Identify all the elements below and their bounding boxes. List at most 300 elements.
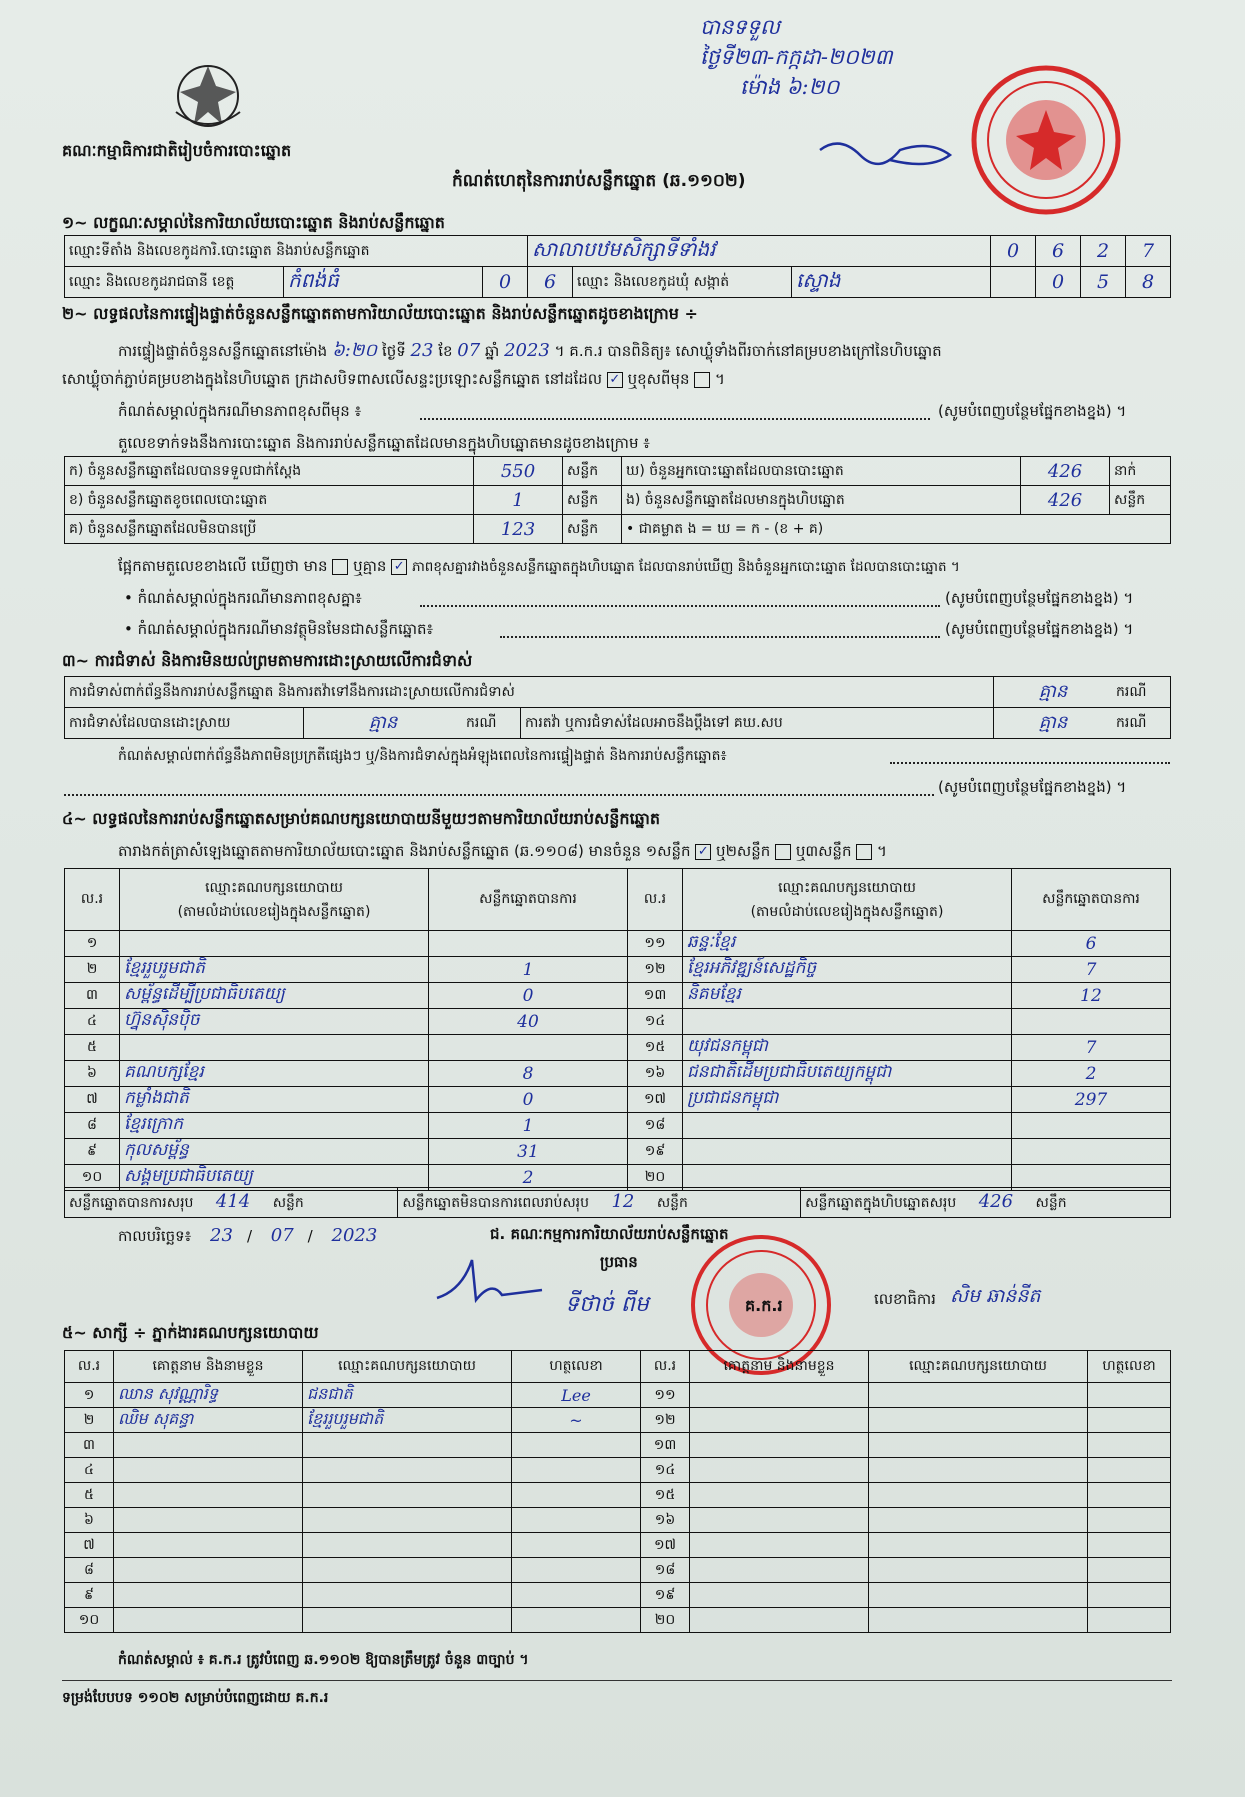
commune-code-digit: 8 (1126, 267, 1171, 298)
witness-table (64, 1350, 1171, 1633)
province-code-digit: 0 (483, 267, 528, 298)
witness-no: ១៣ (641, 1433, 690, 1458)
witness-name (114, 1558, 303, 1583)
witness-party (869, 1483, 1088, 1508)
province-label: ឈ្មោះ និងលេខកូដរាជធានី ខេត្ត (65, 267, 284, 298)
table-row (65, 1087, 1171, 1113)
seal-check-line: សោឃ្លុំចាក់ភ្ជាប់គម្របខាងក្នុងនៃហិបឆ្នោត ក្រដាសបិទពាសលើសន្ទះប្រឡោះសន្លឹកឆ្នោត នៅដដែល ✓ ឬខុសពីមុន ។ (62, 370, 725, 388)
results-table (64, 868, 1171, 1191)
party-name: គណបក្សខ្មែរ (120, 1061, 429, 1087)
seal-diff-label: ឬខុសពីមុន (627, 370, 690, 388)
party-name: យុវជនកម្ពុជា (683, 1035, 1012, 1061)
irregularity-note: កំណត់សម្គាល់ពាក់ព័ន្ធនឹងភាពមិនប្រក្រតីផ្សេងៗ ឬ/និងការជំទាស់ក្នុងអំឡុងពេលនៃការផ្ទៀងផ្ទាត់ និងការរាប់សន្លឹកឆ្នោត៖ (118, 748, 727, 764)
col-party-title: ឈ្មោះគណបក្សនយោបាយ (205, 879, 343, 896)
witness-party (869, 1533, 1088, 1558)
witness-name (114, 1608, 303, 1633)
item-b-value: 1 (474, 486, 563, 515)
witness-no: ១៧ (641, 1533, 690, 1558)
party-no: ១៧ (628, 1087, 683, 1113)
witness-name (114, 1508, 303, 1533)
witness-no: ២ (65, 1408, 114, 1433)
witness-no: ៣ (65, 1433, 114, 1458)
witness-name: ឈិម សុគន្ធា (114, 1408, 303, 1433)
party-votes: 31 (429, 1139, 628, 1165)
tally-line: តារាងកត់ត្រាសំឡេងឆ្នោតតាមការិយាល័យបោះឆ្នោត និងរាប់សន្លឹកឆ្នោត (ឆ.១១០៨) មានចំនួន ១សន្លឹក ✓ ឬ២សន្លឹក ឬ៣សន្លឹក ។ (118, 842, 887, 860)
party-no: ១១ (628, 931, 683, 957)
party-no: ៦ (65, 1061, 120, 1087)
table-row (65, 957, 1171, 983)
bullet-diff: • កំណត់សម្គាល់ក្នុងករណីមានភាពខុសគ្នា៖ (124, 589, 362, 607)
item-b-label: ខ) ចំនួនសន្លឹកឆ្នោតខូចពេលបោះឆ្នោត (65, 486, 474, 515)
total-invalid-unit: សន្លឹក (656, 1195, 688, 1211)
table-row (65, 983, 1171, 1009)
objection-value: គ្មាន (994, 677, 1113, 708)
total-box-label: សន្លឹកឆ្នោតក្នុងហិបឆ្នោតសរុប (805, 1195, 957, 1211)
party-name: ខ្មែរអភិវឌ្ឍន៍សេដ្ឋកិច្ច (683, 957, 1012, 983)
party-votes: 6 (1012, 931, 1171, 957)
col-party (120, 869, 429, 931)
resolved-unit: ករណី (462, 708, 521, 739)
footer-text: ទម្រង់បែបបទ ១១០២ សម្រាប់បំពេញដោយ គ.ក.រ (62, 1690, 329, 1706)
witness-party (869, 1608, 1088, 1633)
resolved-label: ការជំទាស់ដែលបានដោះស្រាយ (65, 708, 304, 739)
party-name (683, 1009, 1012, 1035)
irregularity-hint: (សូមបំពេញបន្ថែមផ្នែកខាងខ្នង) ។ (938, 778, 1127, 796)
tally-three-label: ឬ៣សន្លឹក (795, 842, 852, 860)
received-time: ម៉ោង ៦:២០ (740, 75, 840, 99)
witness-party (303, 1533, 512, 1558)
witness-no: ៤ (65, 1458, 114, 1483)
table-row (65, 1383, 1171, 1408)
appeal-unit: ករណី (1112, 708, 1171, 739)
province-value: កំពង់ធំ (284, 267, 483, 298)
witness-no: ១៥ (641, 1483, 690, 1508)
witness-party (869, 1433, 1088, 1458)
witness-name (690, 1558, 869, 1583)
witness-col-sign: ហត្ថលេខា (512, 1351, 641, 1383)
received-signature-icon (810, 130, 960, 190)
item-d-label: ឃ) ចំនួនអ្នកបោះឆ្នោតដែលបានបោះឆ្នោត (622, 457, 1021, 486)
bullet-object-line (500, 636, 940, 638)
party-no: ១៣ (628, 983, 683, 1009)
table-row (65, 1061, 1171, 1087)
witness-name (690, 1383, 869, 1408)
received-label: បានទទួល (700, 15, 780, 39)
witness-col-no: ល.រ (641, 1351, 690, 1383)
witness-signature (1088, 1408, 1171, 1433)
witness-party (303, 1608, 512, 1633)
party-name (120, 931, 429, 957)
party-name: ជនជាតិដើមប្រជាធិបតេយ្យកម្ពុជា (683, 1061, 1012, 1087)
col-votes: សន្លឹកឆ្នោតបានការ (429, 869, 628, 931)
witness-signature (1088, 1558, 1171, 1583)
item-c-unit: សន្លឹក (563, 515, 622, 544)
party-votes: 12 (1012, 983, 1171, 1009)
table-row (65, 931, 1171, 957)
witness-col-party: ឈ្មោះគណបក្សនយោបាយ (869, 1351, 1088, 1383)
witness-party (303, 1483, 512, 1508)
col-party-sub: (តាមលំដាប់លេខរៀងក្នុងសន្លឹកឆ្នោត) (177, 903, 371, 920)
witness-no: ៨ (65, 1558, 114, 1583)
col-party-title: ឈ្មោះគណបក្សនយោបាយ (778, 879, 916, 896)
figures-intro: តួលេខទាក់ទងនឹងការបោះឆ្នោត និងការរាប់សន្លឹកឆ្នោតដែលមានក្នុងហិបឆ្នោតមានដូចខាងក្រោម ៖ (118, 434, 650, 452)
party-name: ខ្មែរក្រោក (120, 1113, 429, 1139)
diff-note-line (420, 418, 930, 420)
witness-signature (1088, 1508, 1171, 1533)
witness-body (65, 1383, 1171, 1633)
secretary-label: លេខាធិការ (874, 1290, 936, 1308)
verification-time: ៦:២០ (331, 340, 378, 361)
section2-title: ២~ លទ្ធផលនៃការផ្ទៀងផ្ទាត់ចំនួនសន្លឹកឆ្នោតតាមការិយាល័យបោះឆ្នោត និងរាប់សន្លឹកឆ្នោតដូចខាងក្រោម ÷ (62, 304, 698, 323)
party-votes: 297 (1012, 1087, 1171, 1113)
section1-title: ១~ លក្ខណៈសម្គាល់នៃការិយាល័យបោះឆ្នោត និងរាប់សន្លឹកឆ្នោត (62, 213, 445, 232)
party-no: ១៩ (628, 1139, 683, 1165)
item-b-unit: សន្លឹក (563, 486, 622, 515)
witness-no: ៦ (65, 1508, 114, 1533)
month-label: ខែ (438, 342, 453, 360)
witness-signature (512, 1583, 641, 1608)
party-votes: 7 (1012, 957, 1171, 983)
witness-no: ៩ (65, 1583, 114, 1608)
verification-month: 07 (457, 340, 481, 361)
party-name: កុលសម្ព័ន្ធ (120, 1139, 429, 1165)
witness-signature (512, 1483, 641, 1508)
witness-no: ១៦ (641, 1508, 690, 1533)
location-value: សាលាបឋមសិក្សាទីទាំងវ (528, 236, 991, 267)
party-no: ១៥ (628, 1035, 683, 1061)
party-votes (1012, 1113, 1171, 1139)
irregularity-line-2 (64, 794, 934, 796)
party-name: សម្ព័ន្ធដើម្បីប្រជាធិបតេយ្យ (120, 983, 429, 1009)
party-name (683, 1113, 1012, 1139)
total-invalid-value: 12 (611, 1191, 635, 1212)
day-label: ថ្ងៃទី (381, 342, 406, 360)
witness-no: ១២ (641, 1408, 690, 1433)
location-code-digit: 7 (1126, 236, 1171, 267)
witness-col-party: ឈ្មោះគណបក្សនយោបាយ (303, 1351, 512, 1383)
witness-no: ១៤ (641, 1458, 690, 1483)
objection-label: ការជំទាស់ពាក់ព័ន្ធនឹងការរាប់សន្លឹកឆ្នោត និងការតវ៉ាទៅនឹងការដោះស្រាយលើការជំទាស់ (65, 677, 994, 708)
checkbox-empty-icon[interactable] (775, 844, 791, 860)
witness-signature (1088, 1608, 1171, 1633)
witness-signature (512, 1508, 641, 1533)
party-no: ៥ (65, 1035, 120, 1061)
verification-year: 2023 (504, 340, 550, 361)
footer-divider (62, 1680, 1172, 1681)
objection-table (64, 676, 1171, 739)
tally-text: តារាងកត់ត្រាសំឡេងឆ្នោតតាមការិយាល័យបោះឆ្នោត និងរាប់សន្លឹកឆ្នោត (ឆ.១១០៨) មានចំនួន ១សន្លឹក (118, 842, 691, 860)
year-label: ឆ្នាំ (484, 342, 500, 360)
witness-party (303, 1508, 512, 1533)
witness-name (114, 1583, 303, 1608)
checkbox-empty-icon[interactable] (694, 372, 710, 388)
witness-party (869, 1508, 1088, 1533)
witness-col-name: គោត្តនាម និងនាមខ្លួន (114, 1351, 303, 1383)
total-valid-value: 414 (215, 1191, 251, 1212)
province-code-digit: 6 (528, 267, 573, 298)
item-e-unit: សន្លឹក (1110, 486, 1171, 515)
formula: • ជាគម្លាត ង = ឃ = ក - (ខ + គ) (622, 515, 1171, 544)
witness-no: ១ (65, 1383, 114, 1408)
item-e-label: ង) ចំនួនសន្លឹកឆ្នោតដែលមានក្នុងហិបឆ្នោត (622, 486, 1021, 515)
bullet-diff-hint: (សូមបំពេញបន្ថែមផ្នែកខាងខ្នង) ។ (945, 589, 1134, 607)
witness-signature (1088, 1533, 1171, 1558)
party-votes (1012, 1009, 1171, 1035)
party-votes: 0 (429, 983, 628, 1009)
results-body (65, 931, 1171, 1191)
commune-label: ឈ្មោះ និងលេខកូដឃុំ សង្កាត់ (573, 267, 792, 298)
party-name: ប្រជាជនកម្ពុជា (683, 1087, 1012, 1113)
date-year: 2023 (331, 1225, 378, 1246)
party-name (683, 1139, 1012, 1165)
totals-table (64, 1187, 1171, 1218)
col-party (683, 869, 1012, 931)
witness-signature (512, 1558, 641, 1583)
total-box-cell (801, 1188, 1171, 1218)
item-c-label: គ) ចំនួនសន្លឹកឆ្នោតដែលមិនបានប្រើ (65, 515, 474, 544)
verification-line (118, 338, 942, 365)
witness-no: ១៩ (641, 1583, 690, 1608)
commune-code-digit: 0 (1036, 267, 1081, 298)
commune-value: ស្ទោង (792, 267, 991, 298)
witness-signature (1088, 1433, 1171, 1458)
objection-unit: ករណី (1112, 677, 1171, 708)
witness-signature (512, 1533, 641, 1558)
item-a-value: 550 (474, 457, 563, 486)
table-row (65, 1533, 1171, 1558)
item-d-unit: នាក់ (1110, 457, 1171, 486)
witness-party (303, 1558, 512, 1583)
witness-name (114, 1533, 303, 1558)
total-invalid-label: សន្លឹកឆ្នោតមិនបានការពេលរាប់សរុប (402, 1195, 589, 1211)
checkbox-empty-icon[interactable] (332, 559, 348, 575)
party-name: ឆន្ទៈខ្មែរ (683, 931, 1012, 957)
witness-no: ៧ (65, 1533, 114, 1558)
figures-table (64, 456, 1171, 544)
verification-day: 23 (410, 340, 434, 361)
total-invalid-cell (398, 1188, 801, 1218)
item-e-value: 426 (1021, 486, 1110, 515)
location-code-digit: 0 (991, 236, 1036, 267)
section4-title: ៤~ លទ្ធផលនៃការរាប់សន្លឹកឆ្នោតសម្រាប់គណបក្សនយោបាយនីមួយៗតាមការិយាល័យរាប់សន្លឹកឆ្នោត (62, 809, 661, 828)
result-tail: ភាពខុសគ្នារវាងចំនួនសន្លឹកឆ្នោតក្នុងហិបឆ្នោត ដែលបានរាប់ឃើញ និងចំនួនអ្នកបោះឆ្នោត ដែលបានបោះឆ្នោត ។ (411, 559, 960, 575)
result-line (118, 557, 960, 579)
witness-name (114, 1483, 303, 1508)
witness-signature (1088, 1583, 1171, 1608)
checkbox-checked-icon[interactable]: ✓ (391, 559, 407, 575)
party-votes (1012, 1139, 1171, 1165)
witness-party (869, 1383, 1088, 1408)
verification-text: ការផ្ទៀងផ្ទាត់ចំនួនសន្លឹកឆ្នោតនៅម៉ោង (118, 342, 328, 360)
item-a-label: ក) ចំនួនសន្លឹកឆ្នោតដែលបានទទួលជាក់ស្តែង (65, 457, 474, 486)
witness-name (690, 1433, 869, 1458)
party-name: សង្គមប្រជាធិបតេយ្យ (120, 1165, 429, 1191)
witness-party: ជនជាតិ (303, 1383, 512, 1408)
col-party-sub: (តាមលំដាប់លេខរៀងក្នុងសន្លឹកឆ្នោត) (750, 903, 944, 920)
emblem-icon (166, 52, 250, 136)
witness-party (303, 1433, 512, 1458)
witness-no: ១៨ (641, 1558, 690, 1583)
party-no: ១ (65, 931, 120, 957)
party-no: ២០ (628, 1165, 683, 1191)
item-c-value: 123 (474, 515, 563, 544)
table-row (65, 1009, 1171, 1035)
item-d-value: 426 (1021, 457, 1110, 486)
party-no: ១៤ (628, 1009, 683, 1035)
witness-signature (1088, 1458, 1171, 1483)
secretary-name: សិម ឆាន់នីត (950, 1285, 1041, 1307)
party-votes: 1 (429, 957, 628, 983)
witness-no: ១១ (641, 1383, 690, 1408)
witness-signature (1088, 1383, 1171, 1408)
party-no: ៧ (65, 1087, 120, 1113)
irregularity-line-1 (890, 762, 1170, 764)
location-code-digit: 6 (1036, 236, 1081, 267)
col-votes: សន្លឹកឆ្នោតបានការ (1012, 869, 1171, 931)
witness-name (690, 1583, 869, 1608)
table-row (65, 1408, 1171, 1433)
checkbox-empty-icon[interactable] (856, 844, 872, 860)
party-no: ១៨ (628, 1113, 683, 1139)
received-date: ថ្ងៃទី២៣-កក្កដា-២០២៣ (700, 45, 893, 69)
witness-col-no: ល.រ (65, 1351, 114, 1383)
date-day: 23 (210, 1225, 233, 1246)
footnote: កំណត់សម្គាល់ ៖ គ.ក.រ ត្រូវបំពេញ ឆ.១១០២ ឱ្យបានត្រឹមត្រូវ ចំនួន ៣ច្បាប់ ។ (118, 1652, 529, 1668)
committee-label: ជ. គណៈកម្មការការិយាល័យរាប់សន្លឹកឆ្នោត (490, 1225, 729, 1243)
section1-table (64, 235, 1171, 298)
table-row (65, 1035, 1171, 1061)
witness-signature (1088, 1483, 1171, 1508)
date-month: 07 (270, 1225, 294, 1246)
party-no: ១២ (628, 957, 683, 983)
witness-signature: Lee (512, 1383, 641, 1408)
section5-title: ៥~ សាក្សី ÷ ភ្នាក់ងារគណបក្សនយោបាយ (62, 1323, 319, 1342)
party-no: ១៦ (628, 1061, 683, 1087)
received-note (700, 12, 893, 102)
table-row (65, 1113, 1171, 1139)
witness-party (303, 1458, 512, 1483)
witness-name (690, 1608, 869, 1633)
checkbox-checked-icon[interactable]: ✓ (695, 844, 711, 860)
bullet-object: • កំណត់សម្គាល់ក្នុងករណីមានវត្ថុមិនមែនជាសន្លឹកឆ្នោត៖ (124, 620, 434, 638)
party-votes: 8 (429, 1061, 628, 1087)
witness-no: ២០ (641, 1608, 690, 1633)
table-row (65, 1508, 1171, 1533)
party-no: ១០ (65, 1165, 120, 1191)
table-row (65, 1433, 1171, 1458)
seal-check-text: សោឃ្លុំចាក់ភ្ជាប់គម្របខាងក្នុងនៃហិបឆ្នោត ក្រដាសបិទពាសលើសន្ទះប្រឡោះសន្លឹកឆ្នោត នៅដដែល (62, 370, 603, 388)
witness-name (690, 1533, 869, 1558)
table-row (65, 1608, 1171, 1633)
authority-name: គណៈកម្មាធិការជាតិរៀបចំការបោះឆ្នោត (62, 141, 292, 160)
witness-party (869, 1458, 1088, 1483)
party-votes: 1 (429, 1113, 628, 1139)
appeal-value: គ្មាន (994, 708, 1113, 739)
table-row (65, 1558, 1171, 1583)
witness-col-sign: ហត្ថលេខា (1088, 1351, 1171, 1383)
party-votes: 0 (429, 1087, 628, 1113)
party-no: ៣ (65, 983, 120, 1009)
diff-note-label: កំណត់សម្គាល់ក្នុងករណីមានភាពខុសពីមុន ៖ (118, 402, 362, 420)
party-votes (429, 1035, 628, 1061)
party-votes: 40 (429, 1009, 628, 1035)
party-name (120, 1035, 429, 1061)
result-text: ផ្អែកតាមតួលេខខាងលើ ឃើញថា មាន (118, 557, 328, 575)
commune-code-digit: 5 (1081, 267, 1126, 298)
party-name: ខ្មែររួបរួមជាតិ (120, 957, 429, 983)
date-line: កាលបរិច្ឆេទ៖ 23 / 07 / 2023 (118, 1225, 391, 1249)
form-title: កំណត់ហេតុនៃការរាប់សន្លឹកឆ្នោត (ឆ.១១០២) (452, 171, 746, 191)
col-no: ល.រ (628, 869, 683, 931)
date-label: កាលបរិច្ឆេទ៖ (118, 1227, 192, 1245)
witness-party (869, 1408, 1088, 1433)
witness-name (114, 1433, 303, 1458)
witness-party (303, 1583, 512, 1608)
section3-title: ៣~ ការជំទាស់ និងការមិនយល់ព្រមតាមការដោះស្រាយលើការជំទាស់ (62, 651, 473, 670)
chair-name: ទីថាច់ ពីម (565, 1292, 649, 1317)
table-row (65, 1139, 1171, 1165)
red-seal-icon (968, 62, 1124, 218)
witness-name (690, 1483, 869, 1508)
total-valid-cell (65, 1188, 398, 1218)
tally-two-label: ឬ២សន្លឹក (716, 842, 771, 860)
party-votes: 7 (1012, 1035, 1171, 1061)
witness-party (869, 1583, 1088, 1608)
party-no: ២ (65, 957, 120, 983)
bullet-object-hint: (សូមបំពេញបន្ថែមផ្នែកខាងខ្នង) ។ (945, 620, 1134, 638)
witness-col-name: គោត្តនាម និងនាមខ្លួន (690, 1351, 869, 1383)
party-no: ៤ (65, 1009, 120, 1035)
witness-no: ៥ (65, 1483, 114, 1508)
party-no: ៨ (65, 1113, 120, 1139)
total-valid-label: សន្លឹកឆ្នោតបានការសរុប (69, 1195, 194, 1211)
party-name: និគមខ្មែរ (683, 983, 1012, 1009)
table-row (65, 1583, 1171, 1608)
chair-label: ប្រធាន (600, 1253, 638, 1271)
table-row (65, 1458, 1171, 1483)
verification-text-end: ។ គ.ក.រ បានពិនិត្យ៖ សោឃ្លុំទាំងពីរចាក់នៅគម្របខាងក្រៅនៃហិបឆ្នោត (554, 342, 942, 360)
party-name: ហ្វ៊ុនស៊ិនប៉ិច (120, 1009, 429, 1035)
witness-signature: ~ (512, 1408, 641, 1433)
party-no: ៩ (65, 1139, 120, 1165)
diff-note-hint: (សូមបំពេញបន្ថែមផ្នែកខាងខ្នង) ។ (938, 402, 1127, 420)
col-no: ល.រ (65, 869, 120, 931)
witness-signature (512, 1433, 641, 1458)
chair-signature-icon (432, 1250, 552, 1310)
party-name: កម្លាំងជាតិ (120, 1087, 429, 1113)
seal-text: គ.ក.រ (745, 1296, 783, 1315)
party-votes: 2 (1012, 1061, 1171, 1087)
witness-name (114, 1458, 303, 1483)
witness-party (869, 1558, 1088, 1583)
total-box-value: 426 (978, 1191, 1014, 1212)
witness-signature (512, 1458, 641, 1483)
bullet-diff-line (420, 605, 940, 607)
witness-name (690, 1408, 869, 1433)
total-valid-unit: សន្លឹក (272, 1195, 304, 1211)
party-votes (429, 931, 628, 957)
total-box-unit: សន្លឹក (1035, 1195, 1067, 1211)
checkbox-checked-icon[interactable]: ✓ (607, 372, 623, 388)
witness-no: ១០ (65, 1608, 114, 1633)
party-votes: 2 (429, 1165, 628, 1191)
appeal-label: ការតវ៉ា ឬការជំទាស់ដែលអាចនឹងប្តឹងទៅ គឃ.សប (521, 708, 994, 739)
table-row (65, 1483, 1171, 1508)
result-none-label: ឬគ្មាន (353, 557, 387, 575)
location-code-digit: 2 (1081, 236, 1126, 267)
location-label: ឈ្មោះទីតាំង និងលេខកូដការិ.បោះឆ្នោត និងរាប់សន្លឹកឆ្នោត (65, 236, 528, 267)
witness-signature (512, 1608, 641, 1633)
